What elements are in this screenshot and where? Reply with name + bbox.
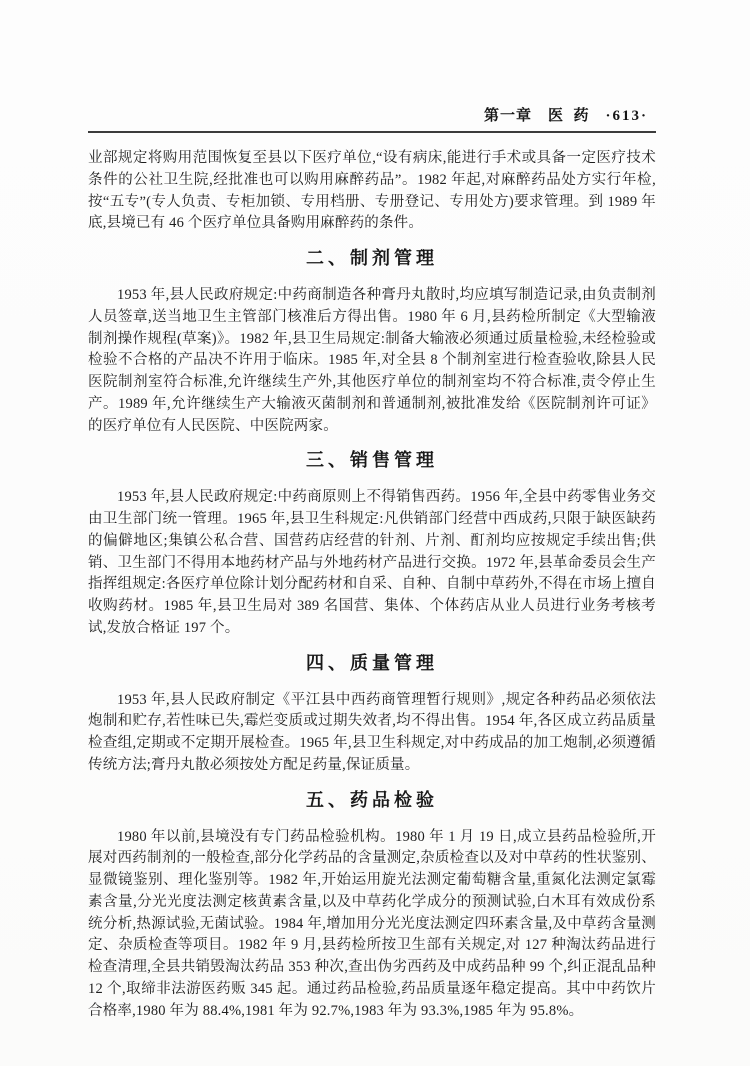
chapter-title: 第一章: [483, 108, 532, 124]
running-head: [88, 104, 656, 125]
page-body: [88, 148, 656, 1022]
section-heading-drug-inspection: 五、药品检验: [306, 789, 438, 810]
paragraph-drug-inspection: 1980 年以前,县境没有专门药品检验机构。1980 年 1 月 19 日,成立县药品检验所,开展对西药制剂的一般检查,部分化学药品的含量测定,杂质检查以及对中草药的性状鉴别、显微镜鉴别、理化鉴别等。1982 年,开始运用旋光法测定葡萄糖含量,重氮化法测定氯霉素含量,分光光度法测定核黄素含量,以及中草药化学成分的预测试验,白木耳有效成份系统分析,热源试验,无菌试验。1984 年,增加用分光光度法测定四环素含量,及中草药含量测定、杂质检查等项目。1982 年 9 月,县药检所按卫生部有关规定,对 127 种淘汰药品进行检查清理,全县共销毁淘汰药品 353 种次,查出伪劣西药及中成药品种 99 个,纠正混乱品种 12 个,取缔非法游医药贩 345 起。通过药品检验,药品质量逐年稳定提高。其中中药饮片合格率,1980 年为 88.4%,1981 年为 92.7%,1983 年为 93.3%,1985 年为 95.8%。: [88, 828, 656, 1019]
subject-title: 医 药: [547, 108, 590, 124]
page-header: [88, 104, 656, 133]
header-rule: [88, 131, 656, 133]
paragraph-preparation-management: 1953 年,县人民政府规定:中药商制造各种膏丹丸散时,均应填写制造记录,由负责制剂人员签章,送当地卫生主管部门核准后方得出售。1980 年 6 月,县药检所制定《大型输液制剂操作规程(草案)》。1982 年,县卫生局规定:制备大输液必须通过质量检验,未经检验或检验不合格的产品决不许用于临床。1985 年,对全县 8 个制剂室进行检查验收,除县人民医院制剂室符合标准,允许继续生产外,其他医疗单位的制剂室均不符合标准,责令停止生产。1989 年,允许继续生产大输液灭菌制剂和普通制剂,被批准发给《医院制剂许可证》的医疗单位有人民医院、中医院两家。: [88, 287, 656, 434]
paragraph-continuation: 业部规定将购用范围恢复至县以下医疗单位,“设有病床,能进行手术或具备一定医疗技术条件的公社卫生院,经批准也可以购用麻醉药品”。1982 年起,对麻醉药品处方实行年检,按“五专”(专人负责、专柜加锁、专用档册、专册登记、专用处方)要求管理。到 1989 年底,县境已有 46 个医疗单位具备购用麻醉药的条件。: [88, 150, 656, 232]
paragraph-sales-management: 1953 年,县人民政府规定:中药商原则上不得销售西药。1956 年,全县中药零售业务交由卫生部门统一管理。1965 年,县卫生科规定:凡供销部门经营中西成药,只限于缺医缺药的偏僻地区;集镇公私合营、国营药店经营的针剂、片剂、酊剂均应按规定手续出售;供销、卫生部门不得用本地药材产品与外地药材产品进行交换。1972 年,县革命委员会生产指挥组规定:各医疗单位除计划分配药材和自采、自种、自制中草药外,不得在市场上擅自收购药材。1985 年,县卫生局对 389 名国营、集体、个体药店从业人员进行业务考核考试,发放合格证 197 个。: [88, 489, 656, 636]
section-heading-preparation-management: 二、制剂管理: [306, 248, 438, 268]
section-heading-quality-management: 四、质量管理: [306, 652, 438, 673]
section-heading-sales-management: 三、销售管理: [306, 450, 438, 471]
paragraph-quality-management: 1953 年,县人民政府制定《平江县中西药商管理暂行规则》,规定各种药品必须依法炮制和贮存,若性味已失,霉烂变质或过期失效者,均不得出售。1954 年,各区成立药品质量检查组,定期或不定期开展检查。1965 年,县卫生科规定,对中药成品的加工炮制,必须遵循传统方法;膏丹丸散必须按处方配足药量,保证质量。: [88, 691, 656, 773]
page-number: ·613·: [605, 108, 648, 124]
